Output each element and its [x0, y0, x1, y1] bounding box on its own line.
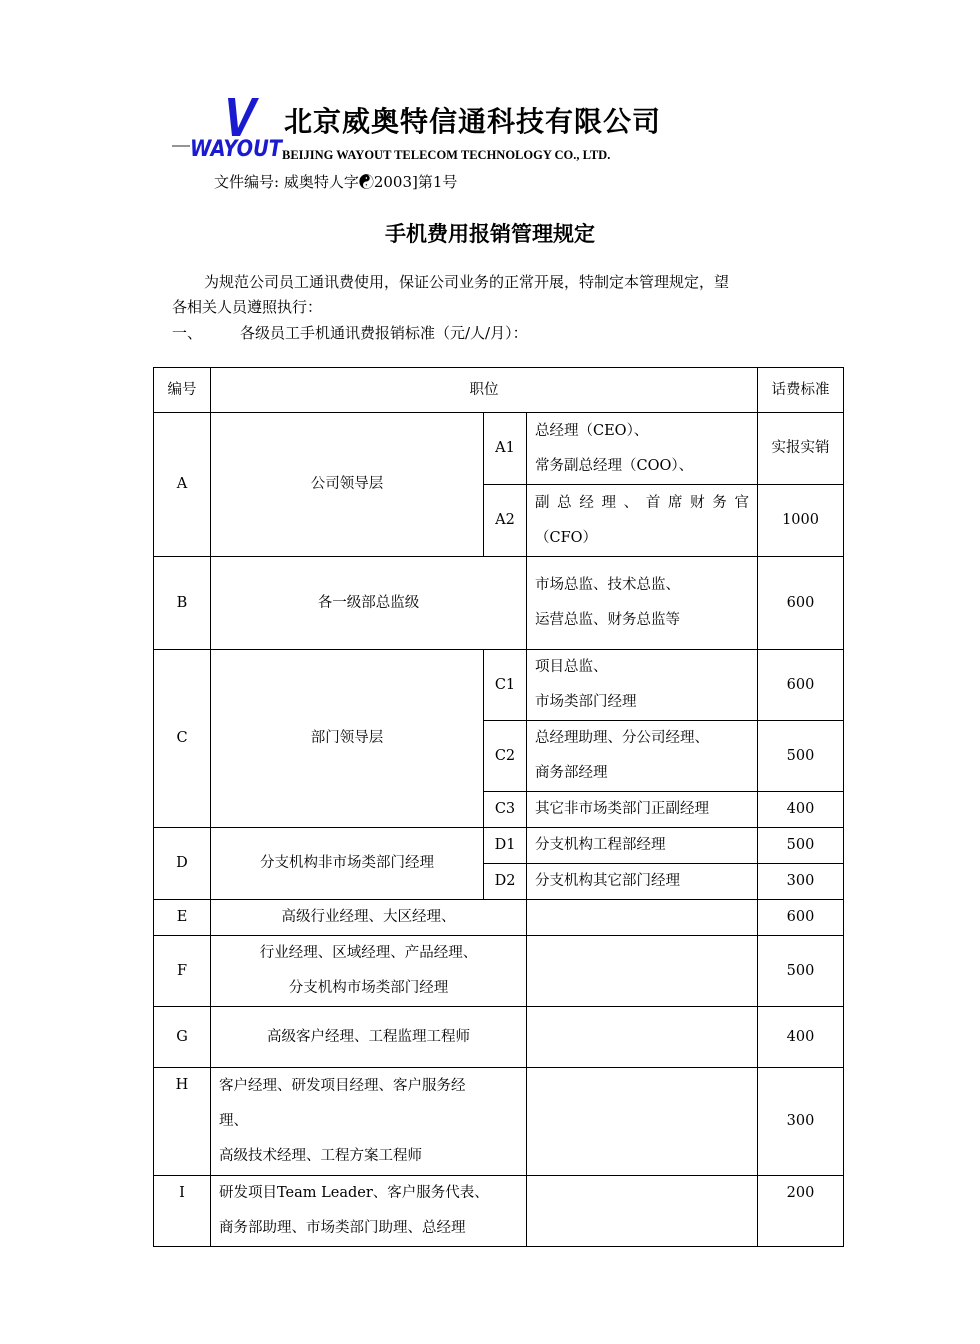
sub-code: D1	[484, 828, 527, 864]
table-row	[154, 936, 844, 1007]
section-heading	[172, 322, 528, 343]
standard-cell: 500	[758, 721, 844, 792]
empty-cell	[527, 900, 758, 936]
logo-wordmark: WAYOUT	[190, 137, 284, 162]
position-cell	[527, 557, 758, 650]
table-row	[154, 900, 844, 936]
row-category	[211, 936, 527, 1007]
standard-cell: 500	[758, 936, 844, 1007]
position-line: 商务部经理	[535, 765, 608, 781]
company-logo	[172, 96, 284, 160]
row-category: 高级行业经理、大区经理、	[211, 900, 527, 936]
header-code: 编号	[154, 368, 211, 413]
position-cell: 分支机构工程部经理	[527, 828, 758, 864]
standard-cell: 300	[758, 864, 844, 900]
row-category: 部门领导层	[211, 650, 484, 828]
position-cell	[527, 485, 758, 557]
position-line: 高级技术经理、工程方案工程师	[219, 1148, 422, 1164]
position-line: 总经理（CEO）、	[535, 422, 649, 439]
row-code: B	[154, 557, 211, 650]
position-line: 市场总监、技术总监、	[535, 577, 680, 593]
table-header-row	[154, 368, 844, 413]
table-row	[154, 1176, 844, 1247]
standard-cell: 600	[758, 650, 844, 721]
position-line: 项目总监、	[535, 659, 608, 675]
row-code: H	[154, 1068, 211, 1176]
standard-cell: 600	[758, 900, 844, 936]
row-category: 各一级部总监级	[211, 557, 527, 650]
row-category	[211, 1068, 527, 1176]
company-name-en: BEIJING WAYOUT TELECOM TECHNOLOGY CO., LTD.	[282, 148, 611, 162]
header-standard: 话费标准	[758, 368, 844, 413]
row-category: 高级客户经理、工程监理工程师	[211, 1007, 527, 1068]
standard-cell: 1000	[758, 485, 844, 557]
position-line: 总经理助理、分公司经理、	[535, 730, 709, 746]
empty-cell	[527, 936, 758, 1007]
position-line: 分支机构市场类部门经理	[288, 980, 449, 996]
row-code: F	[154, 936, 211, 1007]
position-line: 常务副总经理（COO）、	[535, 457, 694, 474]
position-line: （CFO）	[535, 529, 598, 546]
position-cell	[527, 650, 758, 721]
empty-cell	[527, 1176, 758, 1247]
empty-cell	[527, 1068, 758, 1176]
position-line: 客户经理、研发项目经理、客户服务经	[219, 1078, 466, 1094]
standard-cell: 300	[758, 1068, 844, 1176]
sub-code: A2	[484, 485, 527, 557]
table-row	[154, 650, 844, 721]
standard-cell: 500	[758, 828, 844, 864]
position-cell	[527, 413, 758, 485]
row-code: G	[154, 1007, 211, 1068]
sub-code: A1	[484, 413, 527, 485]
row-code: D	[154, 828, 211, 900]
intro-line-2: 各相关人员遵照执行：	[172, 298, 323, 316]
position-line: 市场类部门经理	[535, 694, 637, 710]
table-row	[154, 557, 844, 650]
row-code: I	[154, 1176, 211, 1247]
company-name-cn: 北京威奥特信通科技有限公司	[284, 105, 662, 138]
row-code: A	[154, 413, 211, 557]
standard-cell: 400	[758, 792, 844, 828]
table-row	[154, 413, 844, 485]
position-cell: 分支机构其它部门经理	[527, 864, 758, 900]
reimbursement-table	[153, 367, 844, 1247]
position-cell	[527, 721, 758, 792]
sub-code: C3	[484, 792, 527, 828]
standard-cell: 200	[758, 1176, 844, 1247]
standard-cell: 实报实销	[758, 413, 844, 485]
document-title: 手机费用报销管理规定	[385, 222, 595, 246]
row-category: 公司领导层	[211, 413, 484, 557]
intro-line-1: 为规范公司员工通讯费使用，保证公司业务的正常开展，特制定本管理规定，望	[204, 273, 730, 291]
position-line: 运营总监、财务总监等	[535, 612, 680, 628]
sub-code: C2	[484, 721, 527, 792]
position-cell: 其它非市场类部门正副经理	[527, 792, 758, 828]
empty-cell	[527, 1007, 758, 1068]
table-row	[154, 828, 844, 864]
section-number: 一、	[172, 324, 203, 342]
row-category: 分支机构非市场类部门经理	[211, 828, 484, 900]
document-number: 文件编号: 威奥特人字☯2003]第1号	[214, 173, 458, 191]
standard-cell: 600	[758, 557, 844, 650]
table-row	[154, 1007, 844, 1068]
sub-code: D2	[484, 864, 527, 900]
position-line: 理、	[219, 1113, 248, 1129]
row-category	[211, 1176, 527, 1247]
table-row	[154, 1068, 844, 1176]
position-line: 副总经理、首席财务官	[535, 494, 750, 511]
section-title: 各级员工手机通讯费报销标准（元/人/月）：	[240, 324, 528, 342]
position-line: 研发项目Team Leader、客户服务代表、	[219, 1185, 489, 1201]
row-code: C	[154, 650, 211, 828]
standard-cell: 400	[758, 1007, 844, 1068]
header-position: 职位	[211, 368, 758, 413]
row-code: E	[154, 900, 211, 936]
position-line: 行业经理、区域经理、产品经理、	[259, 945, 478, 961]
sub-code: C1	[484, 650, 527, 721]
position-line: 商务部助理、市场类部门助理、总经理	[219, 1220, 466, 1236]
logo-v-mark	[228, 98, 259, 136]
